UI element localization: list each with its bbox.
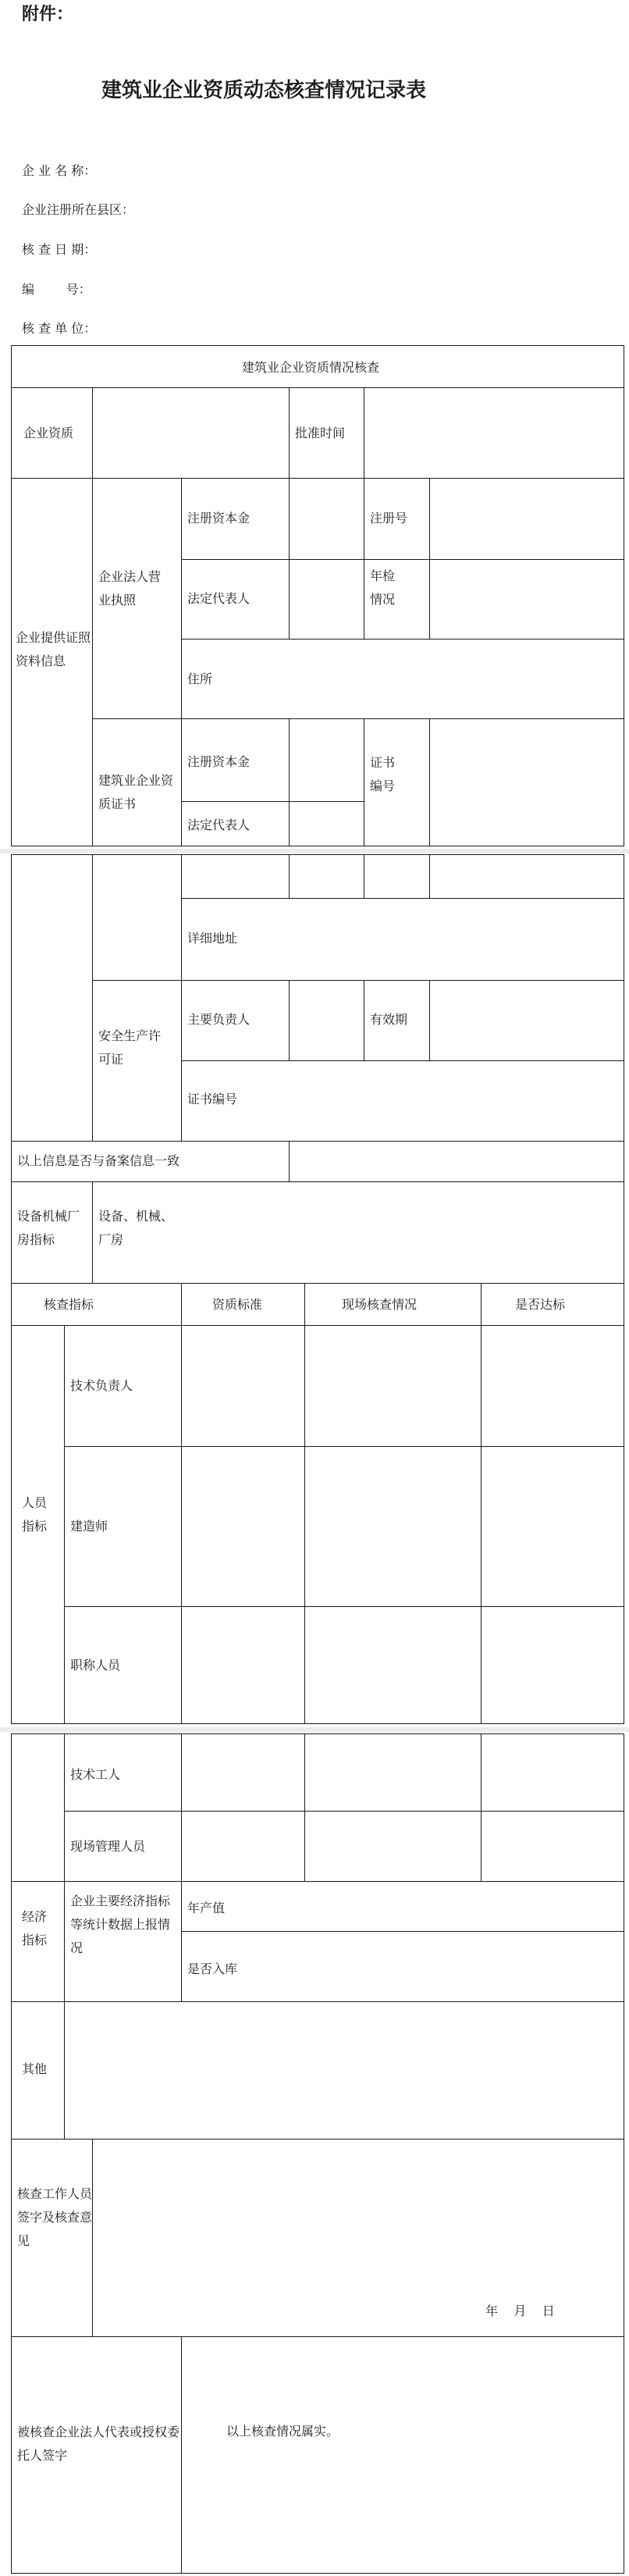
page-title: 建筑业企业资质动态核查情况记录表 <box>101 79 427 102</box>
label-personnel-indicator: 人员指标 <box>22 1495 48 1534</box>
label-validity: 有效期 <box>370 1012 408 1027</box>
label-registered-capital: 注册资本金 <box>187 511 251 526</box>
field-registered-county: 企业注册所在县区： <box>22 202 135 217</box>
label-business-license: 企业法人营业执照 <box>98 569 162 607</box>
label-principal: 主要负责人 <box>187 1012 251 1027</box>
section-title: 建筑业企业资质情况核查 <box>242 360 380 375</box>
label-titled-staff: 职称人员 <box>70 1658 121 1673</box>
label-registered-capital-2: 注册资本金 <box>187 754 251 769</box>
field-check-unit: 核 查 单 位： <box>22 321 97 336</box>
label-provided-info: 企业提供证照资料信息 <box>16 630 91 668</box>
label-legal-rep-2: 法定代表人 <box>187 818 251 832</box>
label-other: 其他 <box>22 2061 48 2076</box>
label-approval-time: 批准时间 <box>295 426 346 440</box>
field-enterprise-name: 企 业 名 称： <box>22 163 97 178</box>
label-legal-rep: 法定代表人 <box>187 591 251 606</box>
label-confirm: 以上核查情况属实。 <box>226 2424 339 2439</box>
label-safety-permit: 安全生产许可证 <box>98 1028 162 1067</box>
label-rep-sign: 被核查企业法人代表或授权委托人签字 <box>17 2425 180 2463</box>
label-equipment: 设备、机械、厂房 <box>98 1209 174 1247</box>
label-date-line: 年 月 日 <box>485 2303 555 2318</box>
header-check-indicator: 核查指标 <box>44 1297 94 1312</box>
label-detailed-address: 详细地址 <box>187 931 238 946</box>
label-cert-number: 证书编号 <box>187 1092 238 1106</box>
label-econ-report: 企业主要经济指标等统计数据上报情况 <box>70 1894 171 1955</box>
label-registration-no: 注册号 <box>370 511 408 526</box>
header-is-met: 是否达标 <box>515 1297 566 1312</box>
label-tech-lead: 技术负责人 <box>70 1378 133 1393</box>
label-qual-certificate: 建筑业企业资质证书 <box>98 773 174 811</box>
header-onsite: 现场核查情况 <box>342 1297 418 1312</box>
label-certificate-no: 证书编号 <box>370 755 396 793</box>
attachment-label: 附件： <box>22 5 74 24</box>
field-check-date: 核 查 日 期： <box>22 242 97 257</box>
label-economic-indicator: 经济指标 <box>22 1909 48 1947</box>
label-inspector-sign: 核查工作人员签字及核查意见 <box>17 2186 93 2248</box>
label-constructor: 建造师 <box>70 1519 108 1534</box>
label-tech-workers: 技术工人 <box>70 1767 121 1782</box>
label-address: 住所 <box>187 672 213 686</box>
label-in-database: 是否入库 <box>187 1961 238 1976</box>
page-separator-2 <box>0 1727 629 1732</box>
label-annual-output: 年产值 <box>187 1901 226 1915</box>
label-equipment-indicator: 设备机械厂房指标 <box>17 1209 80 1247</box>
header-qual-standard: 资质标准 <box>212 1297 263 1312</box>
label-enterprise-qualification: 企业资质 <box>23 426 74 440</box>
label-annual-inspection: 年检情况 <box>370 568 396 607</box>
page-separator <box>0 849 629 853</box>
field-serial-number: 编 号： <box>22 282 91 297</box>
label-consistency: 以上信息是否与备案信息一致 <box>17 1153 180 1168</box>
label-site-managers: 现场管理人员 <box>70 1839 146 1854</box>
